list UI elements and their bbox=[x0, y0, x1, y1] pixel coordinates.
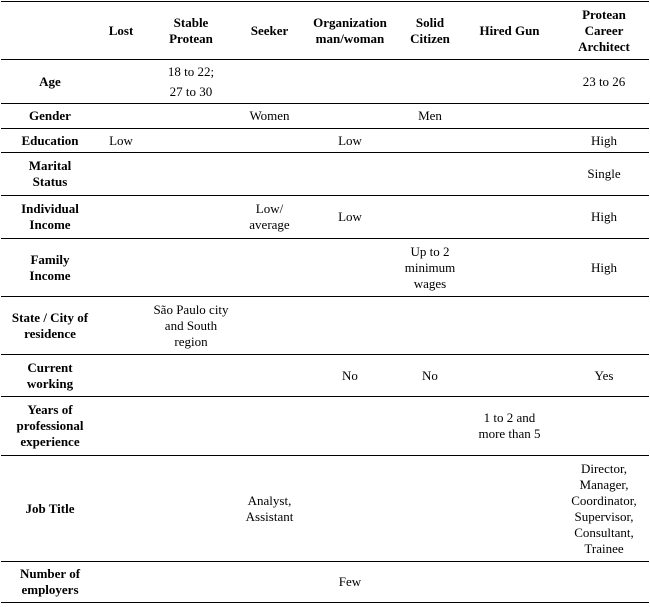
row-label: Job Title bbox=[25, 500, 75, 516]
table-cell: São Paulo city and South region bbox=[153, 301, 229, 349]
table-cell bbox=[300, 60, 400, 104]
table-cell bbox=[300, 239, 400, 297]
table-cell bbox=[239, 297, 300, 355]
column-header: Lost bbox=[99, 2, 143, 60]
table-cell bbox=[460, 153, 559, 196]
table-cell bbox=[300, 397, 400, 456]
table-cell: High bbox=[591, 259, 617, 275]
table-cell bbox=[99, 104, 143, 129]
table-cell bbox=[239, 562, 300, 603]
row-label: Family Income bbox=[29, 251, 71, 283]
column-header: Seeker bbox=[239, 2, 300, 60]
column-header: Protean Career Architect bbox=[559, 2, 649, 60]
table-cell: 23 to 26 bbox=[582, 73, 626, 89]
table-cell: High bbox=[591, 209, 617, 224]
row-label: Years of professional experience bbox=[16, 402, 84, 449]
table-row bbox=[1, 456, 649, 562]
row-label: Current working bbox=[26, 359, 74, 391]
row-label: Gender bbox=[29, 108, 71, 123]
table-cell bbox=[239, 239, 300, 297]
table-cell: Few bbox=[338, 574, 362, 589]
table-cell: Director, Manager, Coordinator, Supervisor, Consultant, Trainee bbox=[571, 460, 637, 556]
table-cell bbox=[143, 397, 239, 456]
table-cell bbox=[400, 456, 460, 562]
table-cell bbox=[300, 456, 400, 562]
table-cell bbox=[559, 397, 649, 456]
table-cell bbox=[143, 104, 239, 129]
table-row bbox=[1, 239, 649, 297]
table-cell bbox=[559, 297, 649, 355]
row-label: Number of employers bbox=[19, 566, 81, 597]
table-cell: 1 to 2 and more than 5 bbox=[478, 410, 541, 441]
table-cell bbox=[143, 196, 239, 239]
table-cell bbox=[559, 104, 649, 129]
header-row bbox=[1, 2, 649, 60]
table-cell: High bbox=[591, 132, 617, 148]
table-cell bbox=[300, 297, 400, 355]
table-cell bbox=[460, 297, 559, 355]
table-cell bbox=[143, 129, 239, 153]
table-row bbox=[1, 562, 649, 603]
table-cell bbox=[99, 397, 143, 456]
table-cell: Low bbox=[109, 132, 133, 148]
table-cell bbox=[239, 397, 300, 456]
column-header: Solid Citizen bbox=[400, 2, 460, 60]
table-cell bbox=[99, 153, 143, 196]
row-label: Marital Status bbox=[28, 158, 72, 189]
table-cell bbox=[300, 104, 400, 129]
table-cell bbox=[143, 456, 239, 562]
table-cell bbox=[400, 153, 460, 196]
table-cell bbox=[143, 355, 239, 397]
table-cell: Low/ average bbox=[249, 201, 290, 232]
table-cell bbox=[300, 153, 400, 196]
table-cell: No bbox=[342, 367, 358, 383]
table-row bbox=[1, 397, 649, 456]
table-cell bbox=[400, 397, 460, 456]
row-label: Age bbox=[39, 73, 61, 89]
table-cell bbox=[99, 355, 143, 397]
row-label: State / City of residence bbox=[11, 309, 89, 341]
table-cell bbox=[99, 239, 143, 297]
profile-table bbox=[1, 1, 649, 603]
table-cell bbox=[99, 60, 143, 104]
table-cell bbox=[400, 562, 460, 603]
table-cell: No bbox=[422, 367, 438, 383]
table-cell bbox=[400, 196, 460, 239]
table-cell bbox=[239, 355, 300, 397]
table-cell bbox=[460, 355, 559, 397]
table-cell: Low bbox=[338, 209, 362, 224]
table-cell bbox=[460, 60, 559, 104]
column-header bbox=[1, 2, 99, 60]
column-header: Hired Gun bbox=[460, 2, 559, 60]
table-cell bbox=[460, 562, 559, 603]
table-cell: Analyst, Assistant bbox=[245, 492, 294, 524]
table-cell bbox=[143, 562, 239, 603]
column-header: Organization man/woman bbox=[300, 2, 400, 60]
table-cell: Up to 2 minimum wages bbox=[404, 243, 456, 291]
table-row bbox=[1, 355, 649, 397]
table-cell bbox=[99, 297, 143, 355]
table-cell bbox=[400, 129, 460, 153]
column-header: Stable Protean bbox=[143, 2, 239, 60]
table-cell bbox=[99, 196, 143, 239]
table-cell bbox=[400, 297, 460, 355]
table-cell bbox=[460, 196, 559, 239]
table-cell bbox=[460, 239, 559, 297]
table-cell: 18 to 22; 27 to 30 bbox=[167, 63, 215, 99]
table-row bbox=[1, 60, 649, 104]
table-cell bbox=[460, 104, 559, 129]
table-cell: Low bbox=[338, 132, 362, 148]
table-cell bbox=[143, 153, 239, 196]
table-cell: Single bbox=[587, 166, 621, 181]
table-cell bbox=[239, 129, 300, 153]
table-cell bbox=[239, 153, 300, 196]
table-cell: Yes bbox=[594, 367, 614, 383]
table-row bbox=[1, 297, 649, 355]
table-row bbox=[1, 129, 649, 153]
row-label: Individual Income bbox=[21, 201, 79, 232]
profile-table-container bbox=[1, 1, 649, 603]
table-cell bbox=[400, 60, 460, 104]
table-cell bbox=[460, 129, 559, 153]
table-row bbox=[1, 196, 649, 239]
table-row bbox=[1, 104, 649, 129]
table-cell: Men bbox=[418, 108, 442, 123]
table-cell bbox=[99, 456, 143, 562]
table-cell bbox=[143, 239, 239, 297]
table-cell bbox=[99, 562, 143, 603]
table-cell bbox=[460, 456, 559, 562]
row-label: Education bbox=[21, 132, 79, 148]
table-cell bbox=[239, 60, 300, 104]
table-row bbox=[1, 153, 649, 196]
table-cell: Women bbox=[249, 108, 290, 123]
table-cell bbox=[559, 562, 649, 603]
